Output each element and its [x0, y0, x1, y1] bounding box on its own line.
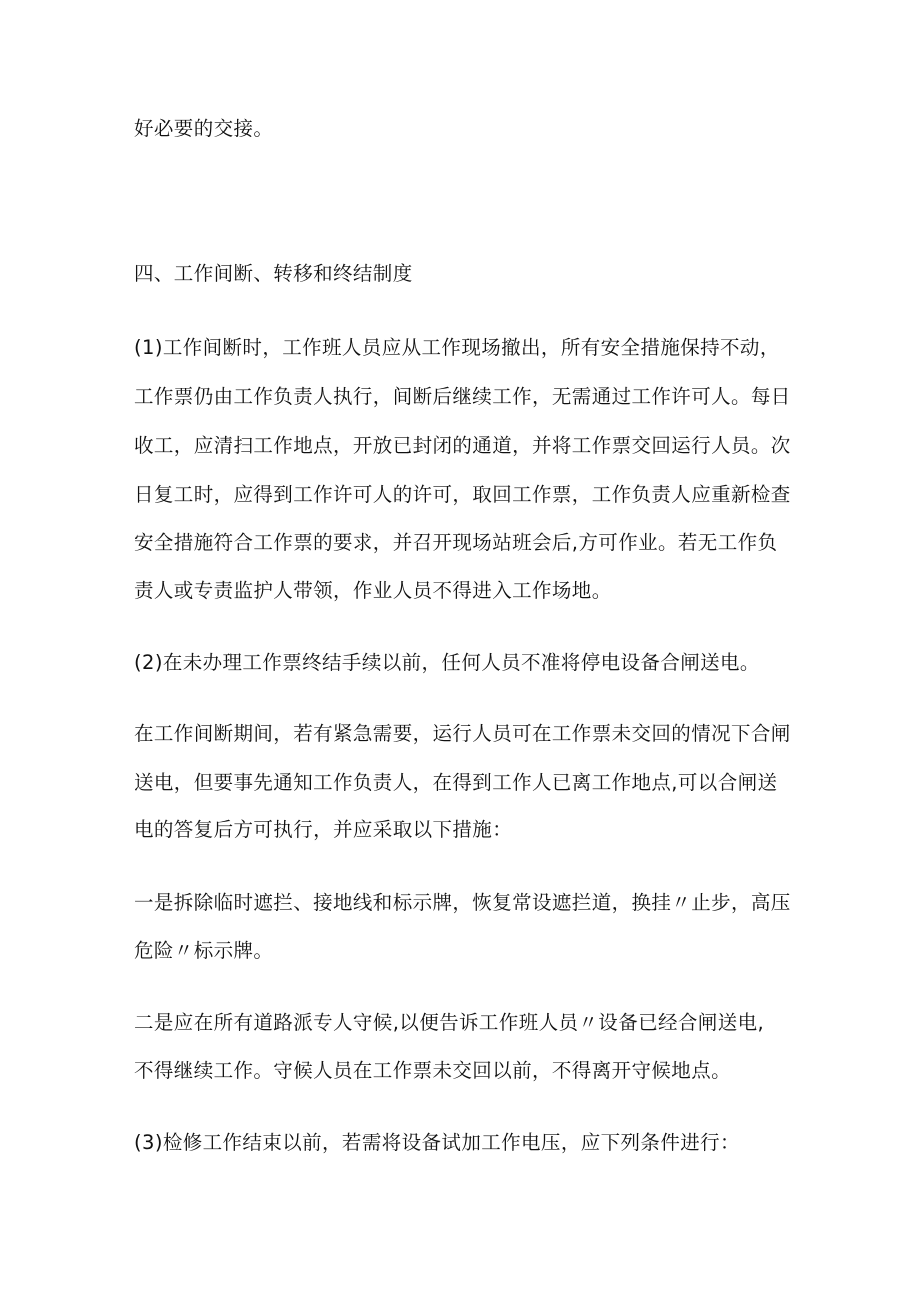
text-line: 送电，但要事先通知工作负责人，在得到工作人已离工作地点,可以合闸送 [134, 771, 778, 794]
text-line: 电的答复后方可执行，并应采取以下措施： [134, 818, 513, 841]
section-heading: 四、工作间断、转移和终结制度 [134, 262, 413, 285]
text-line: 日复工时，应得到工作许可人的许可，取回工作票，工作负责人应重新检查 [134, 483, 791, 506]
text-line: (1)工作间断时，工作班人员应从工作现场撤出，所有安全措施保持不动， [134, 336, 780, 359]
text-line: 二是应在所有道路派专人守候,以便告诉工作班人员〃设备已经合闸送电, [134, 1011, 765, 1034]
text-line: 收工，应清扫工作地点，开放已封闭的通道，并将工作票交回运行人员。次 [134, 434, 791, 457]
text-line: 工作票仍由工作负责人执行，间断后继续工作，无需通过工作许可人。每日 [134, 385, 791, 408]
text-line: 不得继续工作。守候人员在工作票未交回以前，不得离开守候地点。 [134, 1059, 732, 1082]
text-line: 责人或专责监护人带领，作业人员不得进入工作场地。 [134, 579, 612, 602]
text-line: 一是拆除临时遮拦、接地线和标示牌，恢复常设遮拦道，换挂〃止步，高压 [134, 891, 791, 914]
text-line: 危险〃标示牌。 [134, 939, 274, 962]
text-line: 安全措施符合工作票的要求，并召开现场站班会后,方可作业。若无工作负 [134, 531, 778, 554]
text-line: (3)检修工作结束以前，若需将设备试加工作电压，应下列条件进行： [134, 1131, 740, 1154]
text-line: (2)在未办理工作票终结手续以前，任何人员不准将停电设备合闸送电。 [134, 651, 760, 674]
text-line: 好必要的交接。 [134, 117, 274, 140]
text-line: 在工作间断期间，若有紧急需要，运行人员可在工作票未交回的情况下合闸 [134, 722, 791, 745]
